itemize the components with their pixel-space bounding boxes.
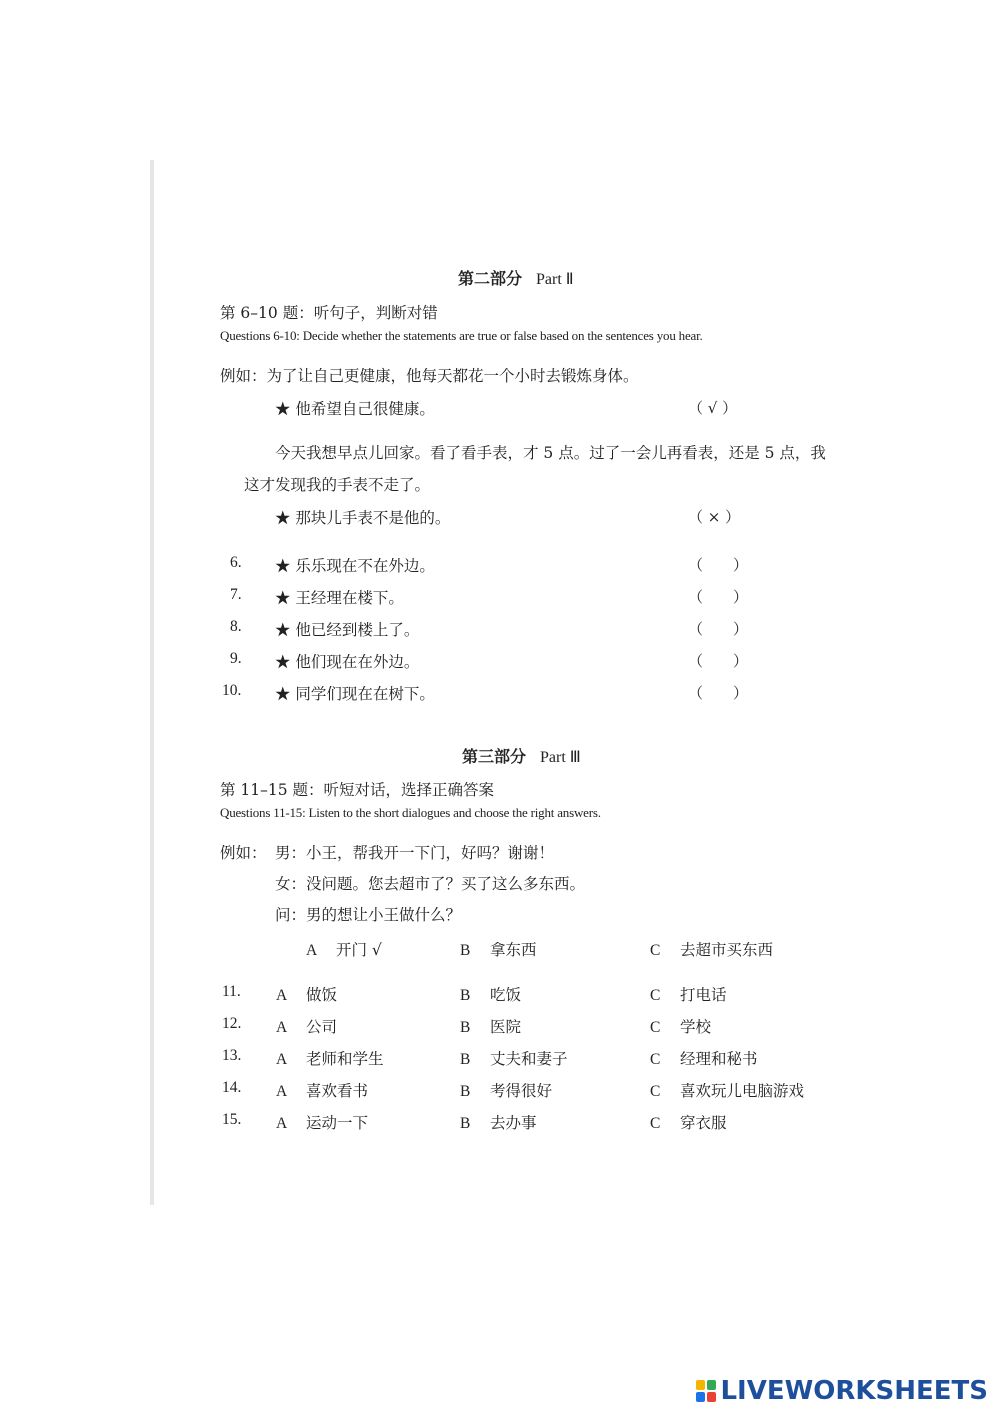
question-number: 7. bbox=[230, 586, 242, 603]
option-a[interactable]: A 运动一下 bbox=[276, 1114, 369, 1132]
part3-title-cn: 第三部分 bbox=[462, 747, 527, 766]
liveworksheets-logo bbox=[696, 1376, 988, 1406]
question-number: 9. bbox=[230, 650, 242, 667]
example-label: 例如： bbox=[220, 367, 267, 385]
example-option-a: A 开门 √ bbox=[306, 941, 382, 959]
part2-example bbox=[220, 364, 639, 386]
part3-instruction-en: Questions 11-15: Listen to the short dialogues and choose the right answers. bbox=[220, 805, 601, 820]
question-number: 6. bbox=[230, 554, 242, 571]
question-statement: ★ 同学们现在在树下。 bbox=[275, 685, 435, 703]
answer-blank[interactable]: （ ） bbox=[688, 684, 749, 702]
option-b[interactable]: B 医院 bbox=[460, 1018, 522, 1036]
passage-line-2: 这才发现我的手表不走了。 bbox=[244, 476, 431, 494]
passage-statement: ★ 那块儿手表不是他的。 bbox=[275, 509, 451, 527]
option-a[interactable]: A 公司 bbox=[276, 1018, 338, 1036]
answer-blank[interactable]: （ ） bbox=[688, 620, 749, 638]
question-number: 11. bbox=[222, 983, 241, 1000]
option-b[interactable]: B 考得很好 bbox=[460, 1082, 553, 1100]
option-c[interactable]: C 经理和秘书 bbox=[650, 1050, 758, 1068]
dialogue-line: 男：小王，帮我开一下门，好吗？谢谢！ bbox=[275, 844, 555, 862]
logo-square bbox=[707, 1392, 716, 1402]
option-c[interactable]: C 喜欢玩儿电脑游戏 bbox=[650, 1082, 805, 1100]
liveworksheets-logo-icon bbox=[696, 1380, 716, 1402]
option-b[interactable]: B 丈夫和妻子 bbox=[460, 1050, 568, 1068]
liveworksheets-wordmark: LIVEWORKSHEETS bbox=[720, 1376, 988, 1406]
question-statement: ★ 乐乐现在不在外边。 bbox=[275, 557, 435, 575]
answer-blank[interactable]: （ ） bbox=[688, 652, 749, 670]
question-number: 14. bbox=[222, 1079, 242, 1096]
part2-title bbox=[458, 266, 574, 289]
question-number: 12. bbox=[222, 1015, 242, 1032]
question-number: 10. bbox=[222, 682, 242, 699]
part3-example-label: 例如： bbox=[220, 844, 267, 862]
part2-title-cn: 第二部分 bbox=[458, 269, 523, 288]
question-number: 15. bbox=[222, 1111, 242, 1128]
option-b[interactable]: B 去办事 bbox=[460, 1114, 537, 1132]
option-a[interactable]: A 老师和学生 bbox=[276, 1050, 384, 1068]
logo-square bbox=[707, 1380, 716, 1390]
question-statement: ★ 他们现在在外边。 bbox=[275, 653, 420, 671]
part2-instruction-en: Questions 6-10: Decide whether the statements are true or false based on the sentences you hear. bbox=[220, 328, 703, 343]
option-c[interactable]: C 学校 bbox=[650, 1018, 712, 1036]
part2-instruction-cn: 第 6–10 题：听句子，判断对错 bbox=[220, 304, 438, 322]
part3-title-en: Part Ⅲ bbox=[540, 749, 581, 766]
dialogue-line: 女：没问题。您去超市了？买了这么多东西。 bbox=[275, 875, 586, 893]
part3-instruction-cn: 第 11–15 题：听短对话，选择正确答案 bbox=[220, 781, 495, 799]
example-statement: ★ 他希望自己很健康。 bbox=[275, 400, 435, 418]
question-number: 8. bbox=[230, 618, 242, 635]
option-a[interactable]: A 喜欢看书 bbox=[276, 1082, 369, 1100]
part2-title-en: Part Ⅱ bbox=[536, 271, 574, 288]
option-b[interactable]: B 吃饭 bbox=[460, 986, 522, 1004]
answer-blank[interactable]: （ ） bbox=[688, 588, 749, 606]
passage-line-1: 今天我想早点儿回家。看了看手表，才 5 点。过了一会儿再看表，还是 5 点，我 bbox=[275, 444, 826, 462]
answer-blank[interactable]: （ ） bbox=[688, 556, 749, 574]
question-number: 13. bbox=[222, 1047, 242, 1064]
example-option-c: C 去超市买东西 bbox=[650, 941, 774, 959]
logo-square bbox=[696, 1392, 705, 1402]
option-c[interactable]: C 穿衣服 bbox=[650, 1114, 727, 1132]
question-statement: ★ 他已经到楼上了。 bbox=[275, 621, 420, 639]
example-option-b: B 拿东西 bbox=[460, 941, 537, 959]
logo-square bbox=[696, 1380, 705, 1390]
question-statement: ★ 王经理在楼下。 bbox=[275, 589, 404, 607]
passage-answer: （ × ） bbox=[688, 508, 741, 526]
part3-title bbox=[462, 744, 581, 767]
page-edge bbox=[150, 160, 154, 1205]
option-a[interactable]: A 做饭 bbox=[276, 986, 338, 1004]
example-sentence: 为了让自己更健康，他每天都花一个小时去锻炼身体。 bbox=[266, 367, 639, 385]
dialogue-question: 问：男的想让小王做什么？ bbox=[275, 906, 462, 924]
example-answer: （ √ ） bbox=[688, 399, 738, 417]
option-c[interactable]: C 打电话 bbox=[650, 986, 727, 1004]
